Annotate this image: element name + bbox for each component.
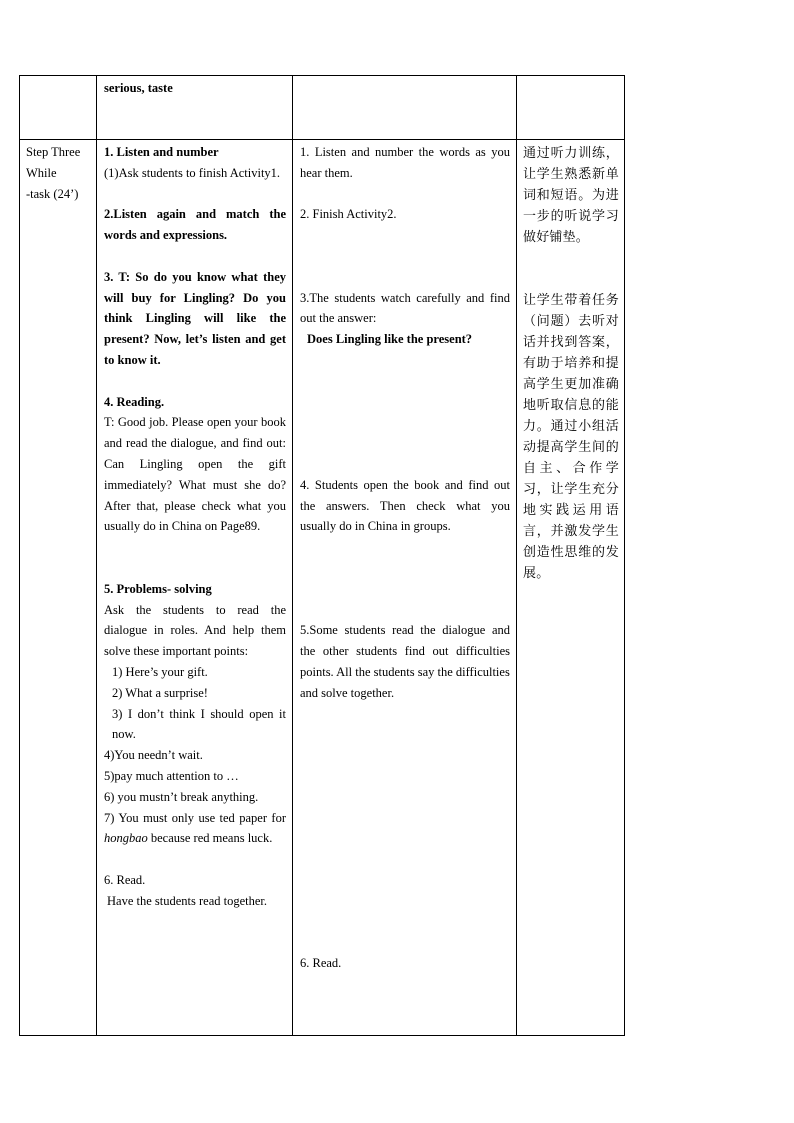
student-activity-3: 3.The students watch carefully and find out the answer: [300, 290, 510, 326]
point-1: 1) Here’s your gift. [112, 664, 208, 679]
step-cell [20, 140, 97, 1036]
purpose-cell-empty [517, 76, 625, 140]
section-5-title: 5. Problems- solving [104, 581, 212, 596]
step-time: -task (24’) [26, 186, 79, 201]
teacher-cell-top [97, 76, 293, 140]
point-7-text-a: 7) You must only use ted paper for [104, 810, 286, 825]
step-name: Step Three [26, 145, 81, 159]
section-4-title: 4. Reading. [104, 394, 165, 409]
section-1-title: 1. Listen and number [104, 145, 219, 159]
teacher-activity-cell [97, 140, 293, 1036]
section-4-body: T: Good job. Please open your book and read the dialogue, and find out: Can Lingling open the gift immediately? What must she do? After that, please check what you usually do in China on Page89. [104, 415, 286, 534]
student-activity-cell [293, 140, 517, 1036]
student-activity-3-question: Does Lingling like the present? [307, 332, 473, 347]
student-activity-5-b: and solve together. [300, 685, 395, 700]
section-3-title: 3. T: So do you know what they will buy for Lingling? Do you think Lingling will like the present? Now, let’s listen and get to know it. [104, 269, 286, 367]
table-row [20, 76, 625, 140]
point-6: 6) you mustn’t break anything. [104, 789, 259, 804]
purpose-1: 通过听力训练，让学生熟悉新单词和短语。为进一步的听说学习做好铺垫。 [523, 146, 619, 245]
section-6-title: 6. Read. [104, 872, 146, 887]
table-row [20, 140, 625, 1036]
point-5: 5)pay much attention to … [104, 768, 239, 783]
student-activity-5: 5.Some students read the dialogue and the other students find out difficulties points. All the students say the difficulties [300, 623, 510, 679]
student-activity-2: 2. Finish Activity2. [300, 207, 397, 222]
student-activity-6: 6. Read. [300, 956, 342, 971]
point-2: 2) What a surprise! [112, 685, 208, 700]
point-7 [104, 808, 286, 850]
point-4: 4)You needn’t wait. [104, 748, 203, 763]
step-stage: While [26, 165, 57, 180]
vocab-words: serious, taste [104, 81, 173, 95]
point-7-italic: hongbao [104, 831, 148, 846]
point-3: 3) I don’t think I should open it now. [112, 706, 286, 742]
student-activity-4: 4. Students open the book and find out the answers. Then check what you usually do in China in groups. [300, 477, 510, 534]
purpose-2: 让学生带着任务（问题）去听对话并找到答案，有助于培养和提高学生更加准确地听取信息的能力。通过小组活动提高学生间的自主、合作学习，让学生充分地实践运用语言，并激发学生创造性思维的发展。 [523, 293, 619, 581]
step-cell-empty [20, 76, 97, 140]
section-5-body: Ask the students to read the dialogue in roles. And help them solve these important points: [104, 602, 286, 659]
lesson-plan-table [19, 75, 625, 1036]
section-1-body: (1)Ask students to finish Activity1. [104, 165, 281, 180]
point-7-text-b: because red means luck. [147, 831, 273, 846]
section-2-title: 2.Listen again and match the words and expressions. [104, 207, 286, 243]
section-6-body: Have the students read together. [107, 893, 268, 908]
student-activity-1: 1. Listen and number the words as you hear them. [300, 145, 510, 180]
student-cell-empty [293, 76, 517, 140]
purpose-cell [517, 140, 625, 1036]
